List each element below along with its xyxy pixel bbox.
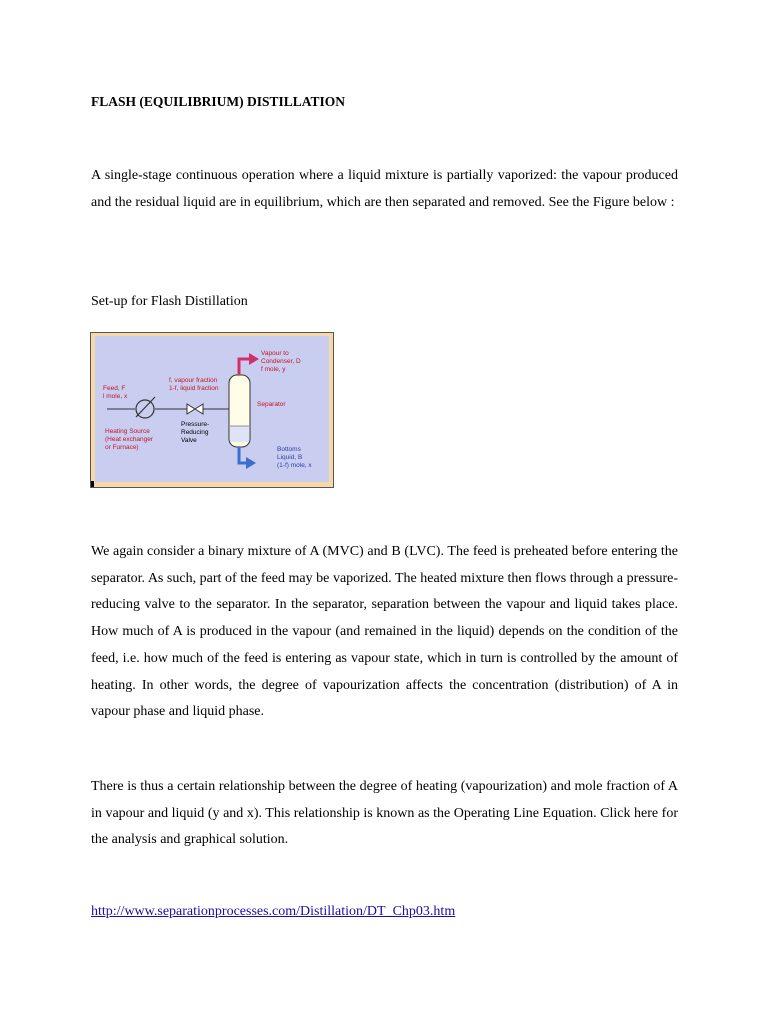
feed-label: Feed, F	[103, 385, 126, 392]
document-title: FLASH (EQUILIBRIUM) DISTILLATION	[91, 94, 346, 109]
binary-mixture-paragraph: We again consider a binary mixture of A (MVC) and B (LVC). The feed is preheated before entering the separator. As such, part of the feed may be vaporized. The heated mixture then flows through a pressure-reducing valve to the separator. In the separator, separation between the vapour and liquid takes place. How much of A is produced in the vapour (and remained in the liquid) depends on the condition of the feed, i.e. how much of the feed is entering as vapour state, which in turn is controlled by the amount of heating. In other words, the degree of vapourization affects the concentration (distribution) of A in vapour phase and liquid phase.	[91, 544, 678, 720]
heat-exchanger-icon	[136, 400, 154, 418]
separator-label: Separator	[257, 401, 286, 408]
diagram-label-line: (Heat exchanger	[105, 436, 154, 443]
diagram-label-line: Reducing	[181, 429, 209, 436]
figure-caption: Set-up for Flash Distillation	[91, 294, 248, 309]
vapour-out-label: Vapour to	[261, 350, 289, 357]
diagram-label-line: 1-f, liquid fraction	[169, 385, 219, 392]
diagram-label-line: (1-f) mole, x	[277, 462, 312, 469]
bottoms-label: Bottoms	[277, 446, 301, 453]
reference-link[interactable]: http://www.separationprocesses.com/Distillation/DT_Chp03.htm	[91, 904, 456, 919]
diagram-label-line: Liquid, B	[277, 454, 303, 461]
diagram-label-line: Valve	[181, 437, 197, 444]
intro-paragraph: A single-stage continuous operation where a liquid mixture is partially vaporized: the vapour produced and the residual liquid are in equilibrium, which are then separated and removed. See the Figure below :	[91, 168, 678, 210]
heating-source-label: Heating Source	[105, 428, 150, 435]
operating-line-paragraph: There is thus a certain relationship between the degree of heating (vapourization) and mole fraction of A in vapour and liquid (y and x). This relationship is known as the Operating Line Equation. Click here for the analysis and graphical solution.	[91, 779, 678, 848]
diagram-label-line: l mole, x	[103, 393, 128, 400]
vapour-fraction-label: f, vapour fraction	[169, 377, 218, 384]
diagram-label-line: Condenser, D	[261, 358, 301, 365]
flash-distillation-diagram	[90, 332, 334, 488]
diagram-label-line: or Furnace)	[105, 444, 139, 451]
valve-label: Pressure-	[181, 421, 210, 428]
diagram-label-line: f mole, y	[261, 366, 286, 373]
